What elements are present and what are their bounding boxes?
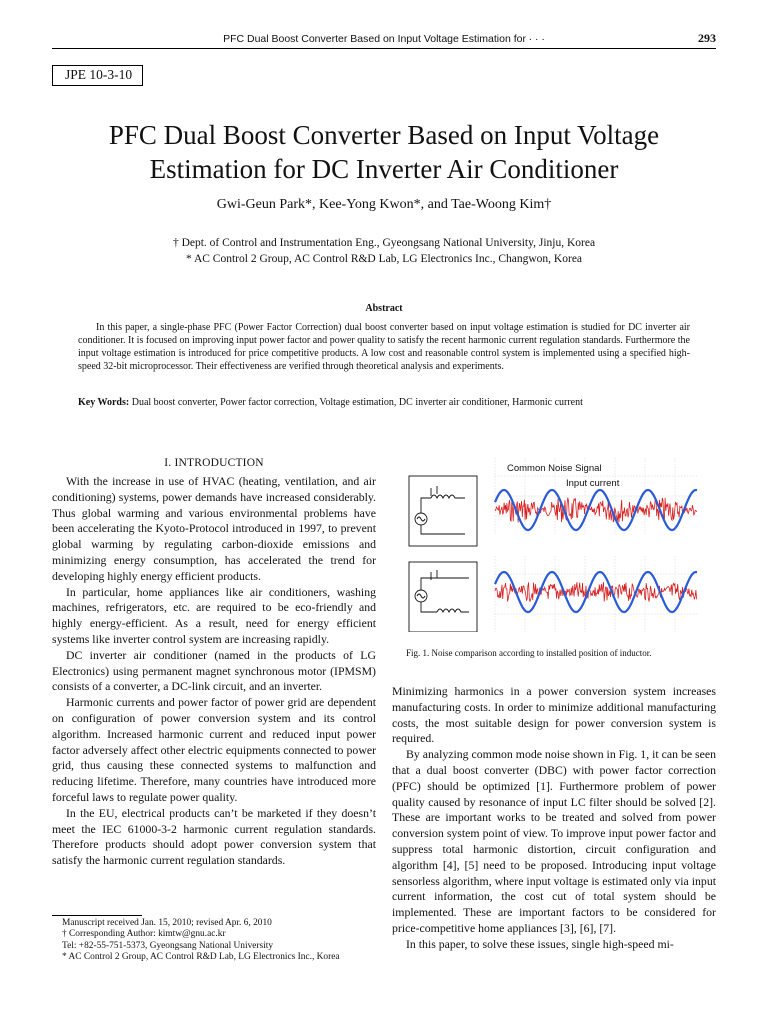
title-line-2: Estimation for DC Inverter Air Conditioner (149, 154, 619, 184)
label-common-noise: Common Noise Signal (507, 463, 602, 474)
left-column (52, 474, 376, 869)
keywords-text: Dual boost converter, Power factor correction, Voltage estimation, DC inverter air conditioner, Harmonic current (131, 397, 583, 408)
authors: Gwi-Geun Park*, Kee-Yong Kwon*, and Tae-Woong Kim† (216, 197, 552, 212)
figure-1 (403, 456, 699, 632)
paragraph: In particular, home appliances like air conditioners, washing machines, refrigerators, etc. are required to be eco-friendly and highly energy-efficient. As a result, need for energy efficient systems like inverter control system are increasing rapidly. (52, 584, 376, 646)
abstract-heading: Abstract (365, 303, 403, 314)
figure-caption: Fig. 1. Noise comparison according to installed position of inductor. (406, 648, 652, 658)
affiliation-2: * AC Control 2 Group, AC Control R&D Lab, LG Electronics Inc., Changwon, Korea (185, 253, 583, 265)
footnote-rule (52, 915, 142, 916)
paragraph: In this paper, to solve these issues, single high-speed mi- (406, 936, 674, 951)
paragraph: Harmonic currents and power factor of power grid are dependent on configuration of power conversion system and its control algorithm. Increased harmonic current and reduced input power factor adversely affect other electric equipments connected to power grid, thus causing these connected systems to malfunction and reducing lifetime. Therefore, many countries have introduced more forceful laws to regulate power quality. (52, 695, 376, 804)
label-input-current: Input current (566, 478, 620, 489)
paragraph: Minimizing harmonics in a power conversion system increases manufacturing costs. In order to minimize additional manufacturing costs, the most suitable design for power conversion system is required. (392, 684, 716, 746)
paragraph: In the EU, electrical products can’t be marketed if they doesn’t meet the IEC 61000-3-2 harmonic current regulation standards. Therefore products should adopt power conversion system that satisfy the harmonic current regulation standards. (52, 805, 376, 868)
circuit-diagram-top (409, 476, 477, 546)
circuit-diagram-bottom (409, 562, 477, 632)
paragraph: With the increase in use of HVAC (heating, ventilation, and air conditioning) systems, power demands have increased considerably. Thus global warming and various environmental problems have been accelerating the Kyoto-Protocol introduced in 1997, to prevent global warming by regulating carbon-dioxide emissions and minimizing energy consumption, has accelerated the trend for developing highly energy efficient products. (52, 474, 376, 583)
page-number: 293 (698, 31, 716, 45)
title-line-1: PFC Dual Boost Converter Based on Input Voltage (108, 120, 660, 150)
affiliation-1: † Dept. of Control and Instrumentation Eng., Gyeongsang National University, Jinju, Korea (172, 237, 596, 249)
keywords-label: Key Words: (78, 397, 130, 408)
section-heading: I. INTRODUCTION (164, 457, 264, 469)
running-title-ellipsis: · · · (528, 33, 545, 45)
paper-title (40, 118, 728, 186)
paragraph: DC inverter air conditioner (named in the products of LG Electronics) using permanent magnet synchronous motor (IPMSM) consists of a converter, a DC-link circuit, and an inverter. (52, 647, 376, 694)
abstract-text: In this paper, a single-phase PFC (Power Factor Correction) dual boost converter based on input voltage estimation is studied for DC inverter air conditioner. It is focused on improving input power factor and power quality to satisfy the recent harmonic current regulation standards. Furthermore the input voltage estimation is introduced for price competitive products. A low cost and reasonable control system is implemented using a specified high-speed 32-bit microprocessor. Their effectiveness are verified through theoretical analysis and experiments. (78, 322, 690, 372)
footnote: * AC Control 2 Group, AC Control R&D Lab, LG Electronics Inc., Korea (62, 951, 340, 962)
journal-id-box: JPE 10-3-10 (52, 65, 143, 86)
footnote: † Corresponding Author: kimtw@gnu.ac.kr (62, 929, 226, 940)
keywords (78, 397, 718, 408)
header-rule (52, 48, 716, 49)
paragraph: By analyzing common mode noise shown in Fig. 1, it can be seen that a dual boost converter (DBC) with power factor correction (PFC) should be optimized [1]. Furthermore problem of power quality caused by resonance of input LC filter should be solved [2]. These are important works to be treated and solved from power conversion system point of view. To improve input power factor and suppress total harmonic distortion, circuit configuration and algorithm [4], [5] need to be proposed. Introducing input voltage sensorless algorithm, where input voltage is estimated only via input current information, the cost cut of total system should be implemented. These are important factors to be considered for price-competitive home appliances [3], [6], [7]. (392, 747, 716, 935)
footnote: Manuscript received Jan. 15, 2010; revised Apr. 6, 2010 (62, 918, 272, 928)
footnote: Tel: +82-55-751-5373, Gyeongsang National University (62, 940, 274, 951)
footnotes (52, 918, 382, 963)
right-column (392, 684, 716, 953)
running-title: PFC Dual Boost Converter Based on Input Voltage Estimation for (223, 33, 526, 45)
running-header (0, 33, 768, 45)
